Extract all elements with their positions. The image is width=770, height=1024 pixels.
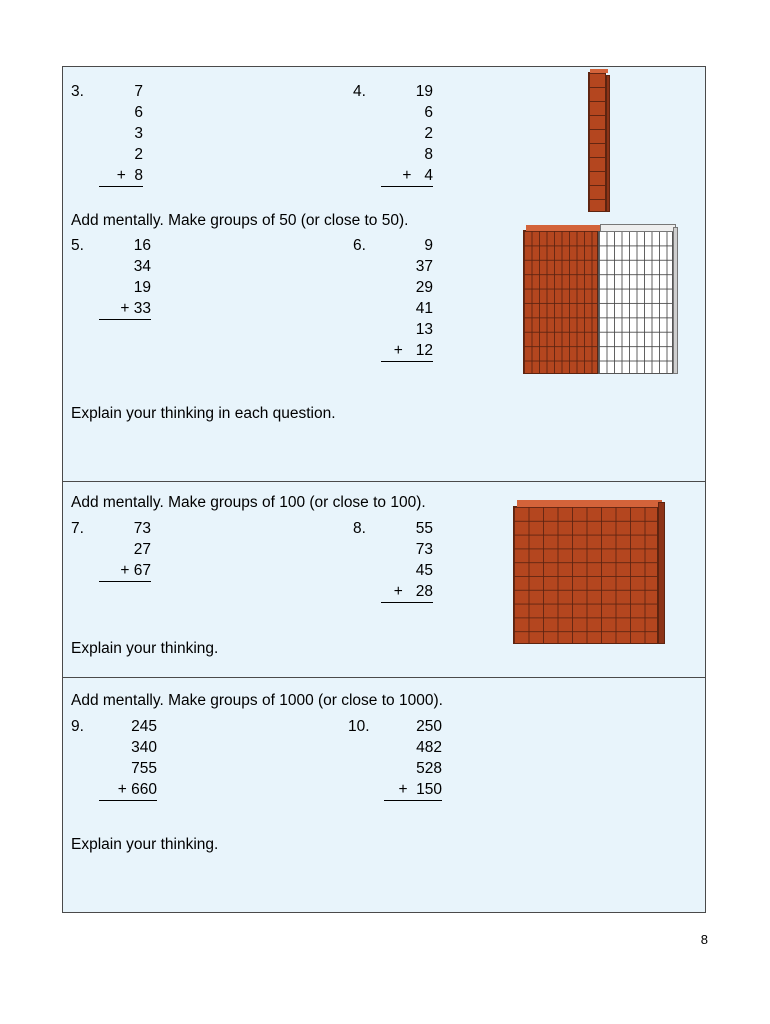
addend-last: + 4 (381, 165, 433, 187)
addend: 2 (424, 125, 433, 142)
addend-last: + 660 (99, 779, 157, 801)
addend: 528 (416, 760, 442, 777)
addend: 9 (424, 237, 433, 254)
base-ten-rod-icon (588, 72, 610, 212)
addend: 6 (134, 104, 143, 121)
problem-number: 10. (348, 718, 370, 735)
section-groups-of-1000 (63, 678, 705, 912)
section-groups-of-50 (63, 67, 705, 482)
problem-number: 8. (353, 520, 366, 537)
problem-number: 4. (353, 83, 366, 100)
explain-prompt-1: Explain your thinking in each question. (71, 405, 336, 422)
explain-prompt-3: Explain your thinking. (71, 836, 219, 853)
addend: 482 (416, 739, 442, 756)
addend-last: + 8 (99, 165, 143, 187)
addend: 19 (133, 279, 151, 296)
addend: 27 (133, 541, 151, 558)
explain-prompt-2: Explain your thinking. (71, 640, 219, 657)
addend: 2 (134, 146, 143, 163)
addend-last: + 67 (99, 560, 151, 582)
problem-number: 3. (71, 83, 84, 100)
page-number: 8 (700, 932, 708, 947)
base-ten-fifty-flat-icon (523, 225, 678, 375)
addend: 245 (131, 718, 157, 735)
addend: 55 (415, 520, 433, 537)
addend-last: + 150 (384, 779, 442, 801)
addend: 250 (416, 718, 442, 735)
addend: 8 (424, 146, 433, 163)
addend-last: + 33 (99, 298, 151, 320)
instruction-groups-of-1000: Add mentally. Make groups of 1000 (or close to 1000). (71, 692, 443, 709)
addend: 7 (134, 83, 143, 100)
problem-number: 6. (353, 237, 366, 254)
addend: 45 (415, 562, 433, 579)
addend: 755 (131, 760, 157, 777)
addend: 3 (134, 125, 143, 142)
addend: 41 (415, 300, 433, 317)
problem-number: 9. (71, 718, 84, 735)
addend: 13 (415, 321, 433, 338)
addend-last: + 28 (381, 581, 433, 603)
addend: 73 (415, 541, 433, 558)
addend: 19 (415, 83, 433, 100)
addend: 34 (133, 258, 151, 275)
base-ten-hundred-flat-icon (513, 500, 668, 650)
instruction-groups-of-100: Add mentally. Make groups of 100 (or close to 100). (71, 494, 426, 511)
instruction-groups-of-50: Add mentally. Make groups of 50 (or close to 50). (71, 212, 409, 229)
addend: 340 (131, 739, 157, 756)
addend: 73 (133, 520, 151, 537)
addend: 16 (133, 237, 151, 254)
addend: 29 (415, 279, 433, 296)
addend: 37 (415, 258, 433, 275)
addend: 6 (424, 104, 433, 121)
problem-number: 5. (71, 237, 84, 254)
addend-last: + 12 (381, 340, 433, 362)
section-groups-of-100 (63, 482, 705, 678)
problem-number: 7. (71, 520, 84, 537)
worksheet (62, 66, 706, 913)
